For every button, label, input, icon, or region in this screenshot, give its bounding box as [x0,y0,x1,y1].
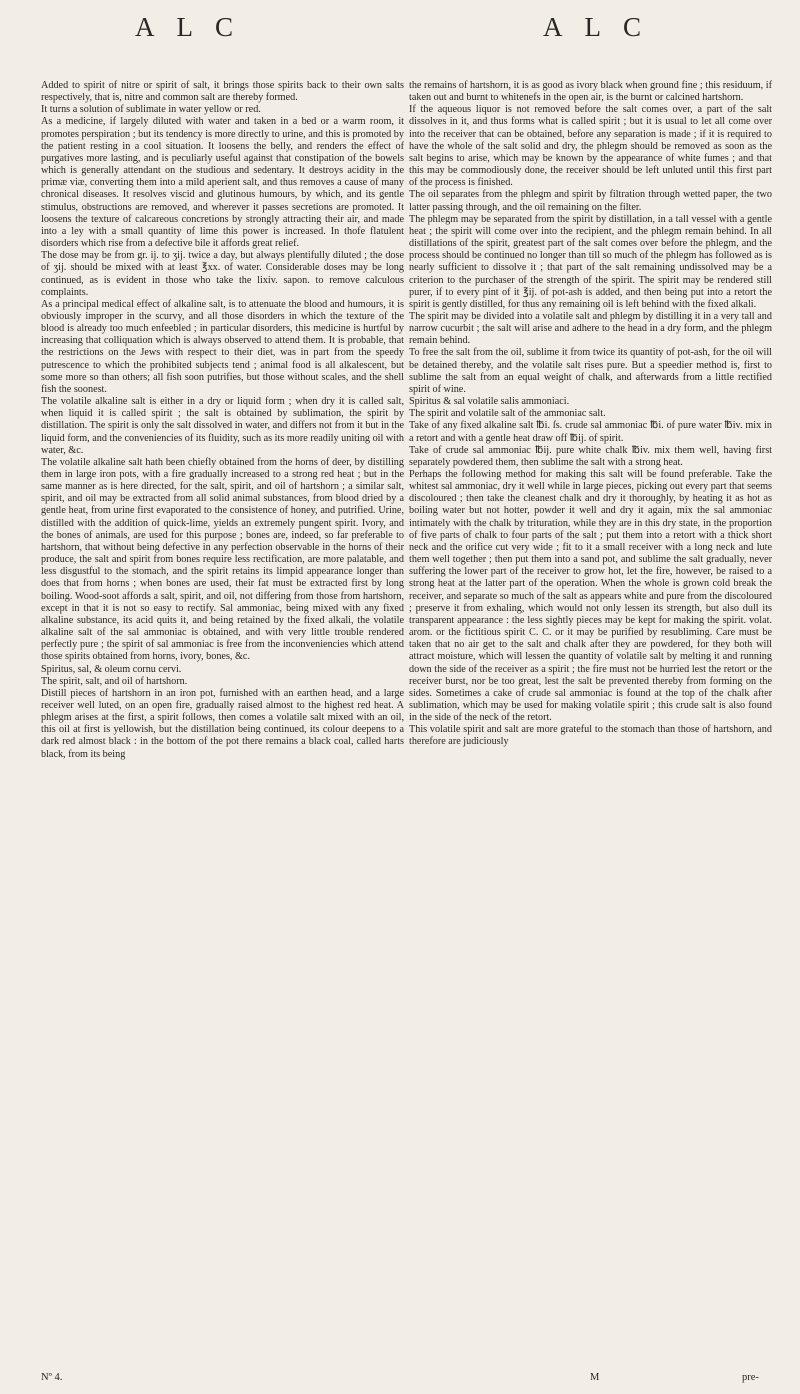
running-head-left: ALC [135,12,255,42]
paragraph: the remains of hartshorn, it is as good as ivory black when ground fine ; this residuum, if taken out and burnt to whitenefs in the open air, is the burnt or calcined hartshorn. [409,80,772,104]
paragraph: If the aqueous liquor is not removed before the salt comes over, a part of the salt dissolves in it, and thus forms what is called spirit ; but it is usual to let all come over into the receiver that can be obtained, before any separation is made ; if it is required to have the whole of the salt solid and dry, the phlegm should be removed as soon as the salt begins to arise, which may be known by the appearance of white fumes ; and that this may be commodiously done, the receiver should be left unluted until this first part of the process is finished. [409,104,772,189]
paragraph: Distill pieces of hartshorn in an iron pot, furnished with an earthen head, and a large receiver well luted, on an open fire, gradually raised almost to the highest red heat. A phlegm arises at the first, a spirit follows, then comes a volatile salt mixed with an oil, this oil at first is yellowish, but the distillation being continued, its colour deepens to a dark red almost black : in the bottom of the pot there remains a black coal, called harts black, from its being [41,687,404,760]
paragraph: The spirit, salt, and oil of hartshorn. [41,675,188,687]
paragraph: Spiritus, sal, & oleum cornu cervi. [41,663,182,675]
running-head-right: ALC [543,12,663,42]
right-text-column [409,80,772,749]
paragraph: The oil separates from the phlegm and spirit by filtration through wetted paper, the two latter passing through, and the oil remaining on the filter. [409,189,772,213]
paragraph: The dose may be from gr. ij. to ʒij. twice a day, but always plentifully diluted ; the dose of ʒij. should be mixed with at least ℥xx. of water. Considerable doses may be long continued, as is evident in those who take the lixiv. sapon. to remove calculous complaints. [41,250,404,298]
paragraph: The spirit may be divided into a volatile salt and phlegm by distilling it in a very tall and narrow cucurbit ; the salt will arise and adhere to the head in a dry form, and the phlegm remain behind. [409,310,772,347]
paragraph: As a principal medical effect of alkaline salt, is to attenuate the blood and humours, it is obviously improper in the scurvy, and all those disorders in which the texture of the blood is already too much enfeebled ; in particular disorders, this medicine is hurtful by increasing that colliquation which is always observed to attend them. It is probable, that the restrictions on the Jews with respect to their diet, was in part from the speedy putrescence to which the prohibited subjects tend ; animal food is all alkalescent, but some more so than others; all fish soon putrifies, but those without scales, and the shell fish the soonest. [41,298,404,395]
paragraph: Take of crude sal ammoniac ℔ij. pure white chalk ℔iv. mix them well, having first separately powdered them, then sublime the salt with a strong heat. [409,444,772,468]
paragraph: The phlegm may be separated from the spirit by distillation, in a tall vessel with a gentle heat ; the spirit will come over into the recipient, and the phlegm remain behind. In all distillations of the spirit, greatest part of the salt comes over before the phlegm, and the process should be continued no longer than till so much of the phlegm has followed as is nearly sufficient to dissolve it ; that part of the salt remaining undissolved may be a criterion to the purchaser of the strength of the spirit. The spirit may be rendered still purer, if to every pint of it ℥ij. of pot-ash is added, and then being put into a retort the spirit is gently distilled, for thus any remaining oil is left behind with the fixed alkali. [409,213,772,310]
sheet-mark: M [590,1372,600,1383]
left-text-column [41,80,404,761]
paragraph: As a medicine, if largely diluted with water and taken in a bed or a warm room, it promotes perspiration ; but its tendency is more directly to urine, and this is promoted by the patient resting in a cool situation. It loosens the belly, and renders the effect of purgatives more lasting, and is peculiarly useful against that constipation of the bowels which is generally attendant on the studious and sedentary. It destroys acidity in the primæ viæ, converting them into a mild aperient salt, and thus removes a cause of many chronical diseases. It resolves viscid and glutinous humours, by which, and its gentle stimulus, obstructions are removed, and wherever it passes secretions are promoted. It loosens the texture of calcareous concretions by strongly attracting their air, and made into a ley with a small quantity of lime this power is increased. In thofe flatulent disorders which rise from a defective bile it affords great relief. [41,116,404,250]
paragraph: It turns a solution of sublimate in water yellow or red. [41,104,261,116]
paragraph: This volatile spirit and salt are more grateful to the stomach than those of hartshorn, and therefore are judiciously [409,724,772,748]
paragraph: To free the salt from the oil, sublime it from twice its quantity of pot-ash, for the oil will be detained thereby, and the volatile salt rises pure. But a speedier method is, first to sublime the salt from an equal weight of chalk, and afterwards from a little rectified spirit of wine. [409,347,772,395]
paragraph: Take of any fixed alkaline salt ℔i. ſs. crude sal ammoniac ℔i. of pure water ℔iv. mix in a retort and with a gentle heat draw off ℔ij. of spirit. [409,420,772,444]
paragraph: The spirit and volatile salt of the ammoniac salt. [409,408,606,420]
paragraph: Added to spirit of nitre or spirit of salt, it brings those spirits back to their own salts respectively, that is, nitre and common salt are thereby formed. [41,80,404,104]
signature-mark: Nº 4. [41,1372,63,1383]
paragraph: Perhaps the following method for making this salt will be found preferable. Take the whitest sal ammoniac, dry it well while in large pieces, picking out every part that seems discoloured ; then take the cleanest chalk and dry it thoroughly, by heating it as hot as boiling water but not hotter, powder it well and dry it again, mix the sal ammoniac intimately with the chalk by trituration, while they are in this dry state, in the proportion of five parts of chalk to four parts of the salt ; put them into a retort with a thick short neck and the orifice cut very wide ; fit to it a small receiver with a long neck and lute them well together ; then put them into a sand pot, and sublime the salt gradually, never suffering the lower part of the receiver to grow hot, let the fire, however, be raised to a strong heat at the latter part of the operation. When the whole is grown cold break the receiver, and separate so much of the salt as appears white and pure from the discoloured ; preserve it from exhaling, which would not only lessen its strength, but also dull its transparent appearance : the less sightly pieces may be kept for making the spirit. volat. arom. or the fictitious spirit C. C. or it may be purified by resubliming. Care must be taken that no air get to the salt and chalk after they are powdered, for they both will attract moisture, which will lessen the quantity of volatile salt by melting it and running down the side of the receiver as a spirit ; the fire must not be hurried lest the retort or the receiver burst, nor be too great, lest the salt be prevented thereby from forming on the sides. Sometimes a cake of crude sal ammoniac is found at the top of the chalk after sublimation, which may be used for making volatile spirit ; this crude salt is also found in the side of the neck of the retort. [409,469,772,724]
paragraph: The volatile alkaline salt is either in a dry or liquid form ; when dry it is called salt, when liquid it is called spirit ; the salt is obtained by sublimation, the spirit by distillation. The spirit is only the salt dissolved in water, and differs not from it but in the liquid form, and the conveniencies of its fluidity, such as its more readily uniting oil with water, &c. [41,396,404,456]
paragraph: Spiritus & sal volatile salis ammoniaci. [409,396,570,408]
catchword: pre- [742,1372,759,1383]
paragraph: The volatile alkaline salt hath been chiefly obtained from the horns of deer, by distilling them in large iron pots, with a fire gradually increased to a strong red heat ; but in the same manner as is here directed, for the salt, spirit, and oil of hartshorn ; a similar salt, spirit, and oil may be extracted from all solid animal substances, from blood dried by a gentle heat, from urine first evaporated to the consistence of honey, and putrified. Urine, distilled with the addition of quick-lime, yields an extremely pungent spirit. Ivory, and the bones of animals, are used for this purpose ; bones are, indeed, so far preferable to hartshorn, that without being defective in any perfection observable in the horns of their produce, the salt and spirit from bones require less rectification, are more palatable, and less disgustful to the stomach, and the spirit retains its limpid appearance longer than does that from horns ; when bones are used, their fat must be extracted first by long boiling. Wood-soot affords a salt, spirit, and oil, not differing from those from hartshorn, except in that it is not so easy to rectify. Sal ammoniac, being mixed with any fixed alkaline substance, its acid quits it, and being retained by the fixed alkali, the volatile alkaline salt of the sal ammoniac is obtained, and with very little trouble rendered perfectly pure ; the spirit of sal ammoniac is free from the inconveniencies which attend those spirits obtained from horns, ivory, bones, &c. [41,456,404,663]
